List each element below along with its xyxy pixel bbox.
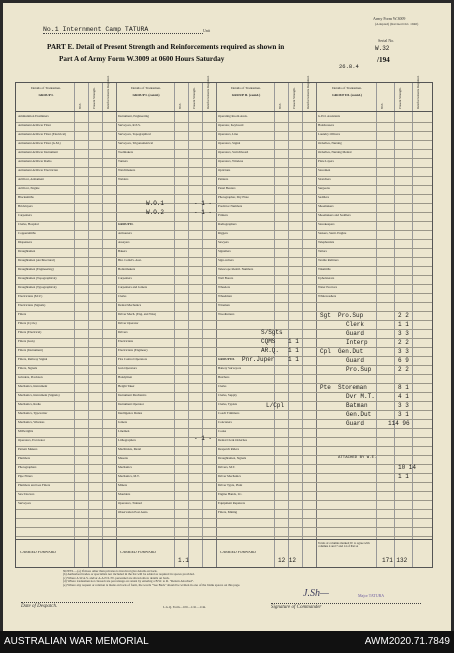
detail-label-1: Details of Tradesmen. [31, 86, 61, 90]
trade-label: Joiners [118, 421, 128, 424]
row-line [16, 293, 432, 294]
carried-forward-2: CARRIED FORWARD [120, 551, 156, 554]
trade-label: Wheelmen [218, 295, 232, 298]
trade-label: Armament Artificer Electrician [18, 169, 58, 172]
hw-c11: 3 1 [398, 411, 409, 418]
col-header-detail-4 [318, 87, 376, 98]
form-ref-bottom: L.G.Q. Form—100—1/41—11m. [163, 605, 207, 609]
hw-dvrmt: Dvr M.T. [346, 393, 375, 400]
trade-label: Linemen [118, 430, 130, 433]
row-line [16, 122, 432, 123]
trade-label: Artificer, Engine [18, 187, 40, 190]
trade-label: Butchers [218, 376, 230, 379]
row-line [16, 194, 432, 195]
row-line [16, 203, 432, 204]
row-line [16, 437, 432, 438]
trade-label: Dispensers [18, 241, 32, 244]
note-c: (c) Where A.W.A.S. and/or A.A.N.S./W. personnel are shown show details on back. [63, 575, 170, 580]
hw-wo2: W.O.2 [146, 209, 165, 216]
trade-label: Fitters, Signals [18, 367, 38, 370]
trade-label: G.P.O. Assistants [318, 115, 340, 118]
archive-id: AWM2020.71.7849 [364, 636, 450, 647]
trade-label: Miners [118, 484, 128, 487]
trade-label: Driver Mechanics [218, 475, 241, 478]
trade-label: Operators, Excavator [18, 439, 46, 442]
trade-label: Upholsterers [318, 277, 335, 280]
trade-label: Operators, Switchboard [218, 151, 249, 154]
serial-label: Serial No. [378, 38, 395, 43]
trade-label: Mechanics, Typewriter [18, 412, 48, 415]
trade-label: Armament Artificer Fitter [18, 124, 51, 127]
trade-label: Whitewashers [318, 295, 337, 298]
row-line [16, 338, 432, 339]
trade-label: Coppersmiths [18, 232, 36, 235]
hw-cpl: Cpl [320, 348, 331, 355]
trade-label: Surgeons [318, 187, 330, 190]
trade-label: Operators, Signal [218, 142, 241, 145]
despatch-line [21, 602, 133, 603]
part-title-line2: Part A of Army Form W.3009 at 0600 Hours Saturday [59, 55, 225, 63]
row-line [16, 473, 432, 474]
present-header-1: Present Strength. [92, 87, 96, 109]
trade-label: Mechanics, M.T. [118, 475, 140, 478]
trade-label: Surveyors, Topographical [118, 133, 151, 136]
trade-label: Storemen [318, 169, 331, 172]
trade-label: Plumbers and Gas Fitters [18, 484, 51, 487]
trade-label: Woodturners [218, 313, 235, 316]
trade-label: Lithographers [118, 439, 136, 442]
trade-label: Dental Clerk Orderlies [218, 439, 248, 442]
trade-label: Intelligence Duties [118, 412, 143, 415]
part-title-2 [59, 55, 224, 63]
detail-label-4: Details of Tradesmen. [332, 86, 362, 90]
trade-label: Equipment Repairers [218, 502, 245, 505]
hw-gendut2: Gen.Dut [346, 411, 372, 418]
we-header-3: W.E. [278, 102, 282, 109]
document-sheet [3, 3, 451, 631]
note-a: NOTES.—(a) If more other than privates is involved give details on back. [63, 569, 158, 573]
note-d: (d) Where tradesmen not classed rate percentage on return by entering a B.W. to R. "Return Attached". [63, 579, 194, 584]
trade-label: Laundry Officers [318, 133, 340, 136]
row-line [16, 167, 432, 168]
trade-label: Draughtsmen [18, 250, 36, 253]
date-value: 26.8.4 [339, 63, 359, 70]
row-line [16, 284, 432, 285]
trade-label: Armament Artificer Fitter (G.M.) [18, 142, 61, 145]
trade-label: Coach Trimmers [218, 412, 240, 415]
unit-label: Unit [203, 28, 211, 33]
group1-cont-label: GROUP I. (contd.) [132, 93, 160, 98]
trade-label: Instrument, Engineering [118, 115, 149, 118]
trade-label: Sign-writers [218, 259, 234, 262]
row-line [16, 482, 432, 483]
hw-c7: 2 2 [398, 366, 409, 373]
trade-label: Electricians (M.V.) [18, 295, 43, 298]
trade-label: Shoemakers [318, 205, 334, 208]
trade-label: Hairdressers [318, 124, 334, 127]
trade-label: Mechanics, Instrument (Signals) [18, 394, 60, 397]
signature-label: Signature of Commander [271, 605, 322, 610]
trade-label: Driver Mech. (Eng. and Wks) [118, 313, 157, 316]
hw-wo2-count: - 1 - [194, 209, 213, 216]
trade-label: Mechanics, Radio [18, 403, 42, 406]
row-line [16, 230, 432, 231]
trade-label: Fitters, Railway Signal [18, 358, 48, 361]
we-header-1: W.E. [78, 102, 82, 109]
trade-label: Armament Artificer Fitter (Electrical) [18, 133, 67, 136]
trade-label: Wiremen [218, 304, 230, 307]
row-line [16, 428, 432, 429]
trade-label: Turners [118, 160, 128, 163]
row-line [16, 266, 432, 267]
row-line [16, 518, 432, 519]
signature-line [271, 603, 421, 604]
trade-label: Armourers [118, 232, 132, 235]
hw-prosup2: Pro.Sup [346, 366, 372, 373]
unit-value: No.1 Internment Camp TATURA [43, 26, 149, 33]
totals-note: Totals of columns marked W. to agree with columns 4 and 7 and 14 of Part A [318, 542, 370, 549]
trade-label: Orderlies, Nursing [318, 142, 342, 145]
reinf-header-2: Reinforcements Required. [206, 75, 210, 109]
row-line [16, 221, 432, 222]
trade-label: Fitters (Electrical) [18, 331, 42, 334]
trade-label: Electricians [118, 340, 134, 343]
group1-label: GROUP I. [38, 93, 54, 98]
row-line [16, 320, 432, 321]
trade-label: Armament Artificer Radio [18, 160, 52, 163]
hw-pnrjuper: Pnr.Juper [242, 356, 275, 363]
hw-c10: 3 3 [398, 402, 409, 409]
col-header-detail-3 [218, 87, 274, 98]
hw-lcpl: L/Cpl [266, 402, 285, 409]
hw-c8: 8 1 [398, 384, 409, 391]
trade-label: Boilermakers [118, 268, 136, 271]
detail-label-3: Details of Tradesmen. [231, 86, 261, 90]
hw-c9: 4 1 [398, 393, 409, 400]
trade-label: Telescope Identif. Numbers [218, 268, 254, 271]
hw-arq-count: 1 1 [288, 347, 299, 354]
col-header-detail-1 [18, 87, 74, 98]
trade-label: Clerks, Hospital [18, 223, 39, 226]
trade-label: Clerks [118, 295, 127, 298]
row-line [16, 212, 432, 213]
row-line [16, 509, 432, 510]
row-line [16, 275, 432, 276]
trade-label: Operators, Line [218, 133, 239, 136]
form-ref-1: Army Form W.3009 [373, 16, 406, 21]
trade-label: Mechanics [118, 466, 132, 469]
trade-label: Photographer, Dry Plate [218, 196, 249, 199]
row-line [16, 419, 432, 420]
row-line [16, 185, 432, 186]
trade-label: Welders [118, 178, 129, 181]
carried-forward-3: CARRIED FORWARD [220, 551, 256, 554]
trade-label: Artificer, Armament [18, 178, 44, 181]
trade-label: Tinsmiths [318, 268, 331, 271]
trade-label: Carpenters [118, 277, 132, 280]
trade-label: Instrument Mechanics [118, 394, 147, 397]
row-line [16, 446, 432, 447]
trade-label: Shoemakers and Saddlers [318, 214, 351, 217]
group2-cont-label: GROUP II. (contd.) [231, 93, 261, 98]
hw-c12: 114 96 [388, 420, 410, 427]
strength-table [15, 75, 433, 568]
trade-label: Fitters (Cycle) [18, 322, 37, 325]
trade-label: Drivers, M.T. [218, 466, 236, 469]
signature: J.Sh— [303, 588, 329, 599]
trade-label: Carpenters [18, 214, 32, 217]
hw-wo1: W.O.1 [146, 200, 165, 207]
trade-label: Grinders, Precision [18, 376, 43, 379]
row-line [16, 158, 432, 159]
hw-cqms-count: 1 1 [288, 338, 299, 345]
present-header-3: Present Strength. [292, 87, 296, 109]
hw-total-mid: 12 12 [278, 557, 297, 564]
trade-label: Observation Post Assts. [118, 511, 149, 514]
hw-cqms: CQMS [261, 338, 276, 345]
row-line [16, 176, 432, 177]
trade-label: Bakers [118, 250, 127, 253]
trade-label: Saddlers [318, 196, 329, 199]
trade-label: Bkt. Comd's. Asst. [118, 259, 142, 262]
hw-wo1-count: - 1 - [194, 200, 213, 207]
trade-label: Surveyors, Trigonometrical [118, 142, 154, 145]
trade-label: Operators, Wireless [218, 160, 244, 163]
trade-label: Clerks, Typists [218, 403, 238, 406]
group3-cont-label: GROUP III. (contd.) [332, 93, 362, 98]
trade-label: Height Taker [118, 385, 135, 388]
row-line [16, 302, 432, 303]
part-title-1 [47, 43, 284, 51]
trade-label: Storekeepers [318, 223, 335, 226]
hw-c3: 3 3 [398, 330, 409, 337]
trade-label: Radiographers [218, 223, 237, 226]
trade-label: Operator, Keyboard [218, 124, 244, 127]
notes-block [63, 570, 240, 587]
trade-label: Battery Surveyors [218, 367, 242, 370]
trade-label: Draughtsmen (Typographical) [18, 286, 57, 289]
trade-label: Surveyors [18, 502, 31, 505]
trade-label: Telephonists [318, 241, 335, 244]
trade-label: Despatch Riders [218, 448, 239, 451]
trade-label: Orderlies, Nursing Mental [318, 151, 352, 154]
trade-label: Pattern Makers [18, 448, 38, 451]
row-line [16, 239, 432, 240]
note-b: (b) Authorised trades or specialists not included in the list will be added as required in spaces provided. [63, 572, 195, 577]
form-ref-2: (Adapted) (Revised Oct. 1940) [375, 22, 419, 26]
trade-label: Wheelers [218, 286, 231, 289]
trade-label: Handymen [118, 376, 132, 379]
row-line [16, 500, 432, 501]
trade-label: Photographers [18, 466, 37, 469]
hw-batman: Batman [346, 402, 368, 409]
reinf-header-1: Reinforcements Required. [106, 75, 110, 109]
year-suffix: /194 [377, 56, 390, 64]
hw-sgt: Sgt [320, 312, 331, 319]
row-line [16, 356, 432, 357]
hw-arq: AR.Q. [261, 347, 280, 354]
trade-label: Instrument Operator [118, 403, 144, 406]
archive-footer [0, 631, 454, 653]
trade-label: Clerks, Supply [218, 394, 237, 397]
attached-label: ATTACHED BY W.E. [338, 456, 377, 460]
trade-label: Saw Doctors [18, 493, 35, 496]
archive-name: AUSTRALIAN WAR MEMORIAL [4, 636, 149, 647]
trade-label: Draughtsmen (Architectural) [18, 259, 55, 262]
hw-intel-count: - 1 - [194, 435, 213, 442]
trade-label: Cooks [218, 430, 227, 433]
trade-label: Predictor Numbers [218, 205, 243, 208]
trade-label: Watchmakers [118, 169, 136, 172]
reinf-header-4: Reinforcements Required. [416, 75, 420, 109]
hw-guard2: Guard [346, 357, 365, 364]
trade-label: Operators, Trained [118, 502, 142, 505]
trade-label: Fitters, Mining [218, 511, 238, 514]
trade-label: Operating Room Assts. [218, 115, 248, 118]
we-header-4: W.E. [380, 102, 384, 109]
trade-label: Gun Operators [118, 367, 137, 370]
unit-line [43, 33, 203, 34]
hw-prosup1: Pro.Sup [338, 312, 364, 319]
hw-clerk: Clerk [346, 321, 365, 328]
trade-label: Drivers [118, 331, 128, 334]
trade-label: Plate Layers [318, 160, 334, 163]
trade-label: Textile Refitters [318, 259, 339, 262]
row-line [16, 140, 432, 141]
trade-label: Surveyors, R.E.S. [118, 124, 141, 127]
hw-guard3: Guard [346, 420, 365, 427]
trade-label: Draughtsmen (Topographical) [18, 277, 57, 280]
trade-label: Mechanics, Wireless [18, 421, 45, 424]
we-header-2: W.E. [178, 102, 182, 109]
row-line [16, 347, 432, 348]
col-header-detail-2 [118, 87, 174, 98]
trade-label: Fitters (Gun) [18, 340, 35, 343]
row-line [16, 383, 432, 384]
row-line [16, 311, 432, 312]
trade-label: Assayers [118, 241, 130, 244]
row-line [16, 374, 432, 375]
trade-label: Sawyers [218, 241, 229, 244]
trade-label: Masons [118, 457, 128, 460]
trade-label: Water Erectors [318, 286, 337, 289]
date-despatch: Date of Despatch. [21, 604, 58, 609]
trade-label: Fitters (Instrument) [18, 349, 43, 352]
trade-label: Stokers, Sanit. Engine [318, 232, 347, 235]
trade-label: Panel Beaters [218, 187, 236, 190]
row-line [16, 491, 432, 492]
trade-label: Fitters [18, 313, 27, 316]
row-line [16, 257, 432, 258]
trade-label: Stretchers [318, 178, 331, 181]
hw-gendut: Gen.Dut [338, 348, 364, 355]
row-line [16, 329, 432, 330]
trade-label: Signallers [218, 250, 231, 253]
trade-label: GROUP III. [218, 358, 235, 361]
hw-total-right: 171 132 [382, 557, 408, 564]
hw-ssgts: S/Sgts [261, 329, 283, 336]
trade-label: Armament Artificer Instrument [18, 151, 58, 154]
trade-label: Draughtsmen, Signals [218, 457, 247, 460]
trade-label: Driver Typis, Plant [218, 484, 243, 487]
hw-c5: 3 3 [398, 348, 409, 355]
row-line [16, 149, 432, 150]
row-line [16, 536, 432, 537]
trade-label: Plumbers [18, 457, 31, 460]
trade-label: Electricians (Engineer) [118, 349, 148, 352]
trade-label: Driver Operator [118, 322, 139, 325]
trade-label: Mechanics, Instrument [18, 385, 48, 388]
hw-guard: Guard [346, 330, 365, 337]
row-line [16, 464, 432, 465]
signature-stamp: Major TATURA [358, 593, 385, 598]
row-line [16, 131, 432, 132]
serial-value: W.32 [375, 45, 390, 52]
trade-label: Engine Hands, I.C. [218, 493, 243, 496]
detail-label-2: Details of Tradesmen. [131, 86, 161, 90]
row-line [16, 527, 432, 528]
hw-total-left: 1.1 [178, 557, 189, 564]
hw-c6: 6 9 [398, 357, 409, 364]
trade-label: Well Borers [218, 277, 234, 280]
part-title-text: Detail of Present Strength and Reinforcements required as shown in [75, 43, 285, 51]
trade-label: Blacksmiths [18, 196, 34, 199]
carried-forward-1: CARRIED FORWARD [20, 551, 56, 554]
present-header-2: Present Strength. [192, 87, 196, 109]
trade-label: Dental Mechanics [118, 304, 142, 307]
trade-label: Fire Control Operators [118, 358, 148, 361]
trade-label: Printers [218, 214, 228, 217]
trade-label: Tailors [318, 250, 327, 253]
trade-label: Millwrights [18, 430, 34, 433]
part-label: PART E. [47, 43, 75, 51]
hw-c1: 2 2 [398, 312, 409, 319]
trade-label: Electricians (Signals) [18, 304, 46, 307]
trade-label: Ammunition Examiners [18, 115, 49, 118]
present-header-4: Present Strength. [398, 87, 402, 109]
trade-label: Painters [218, 178, 229, 181]
trade-label: Opticians [218, 169, 231, 172]
trade-label: Pipe Fitters [18, 475, 33, 478]
trade-label: Moulders [118, 493, 131, 496]
trade-label: Machinists, Metal [118, 448, 142, 451]
hw-c4: 2 2 [398, 339, 409, 346]
row-line [16, 401, 432, 402]
hw-interp: Interp [346, 339, 368, 346]
trade-label: GROUP II. [118, 223, 134, 226]
row-line [16, 248, 432, 249]
trade-label: Toolmakers [118, 151, 134, 154]
hw-e1: 1 1 [398, 473, 409, 480]
hw-attached: 10 14 [398, 464, 417, 471]
hw-pnr-count: 1 1 [288, 356, 299, 363]
trade-label: Concreters [218, 421, 232, 424]
hw-storeman: Storeman [338, 384, 367, 391]
trade-label: Draughtsmen (Engineering) [18, 268, 54, 271]
note-e: (e) Where any request or relation is made on back of form, the words "See Back" should be written in one of the blank spaces on this page. [63, 582, 241, 587]
trade-label: Bricklayers [18, 205, 33, 208]
trade-label: Riggers [218, 232, 228, 235]
reinf-header-3: Reinforcements Required. [306, 75, 310, 109]
hw-pte: Pte [320, 384, 331, 391]
trade-label: Carpenters and Joiners [118, 286, 148, 289]
trade-label: Clerks [218, 385, 227, 388]
hw-c2: 1 1 [398, 321, 409, 328]
